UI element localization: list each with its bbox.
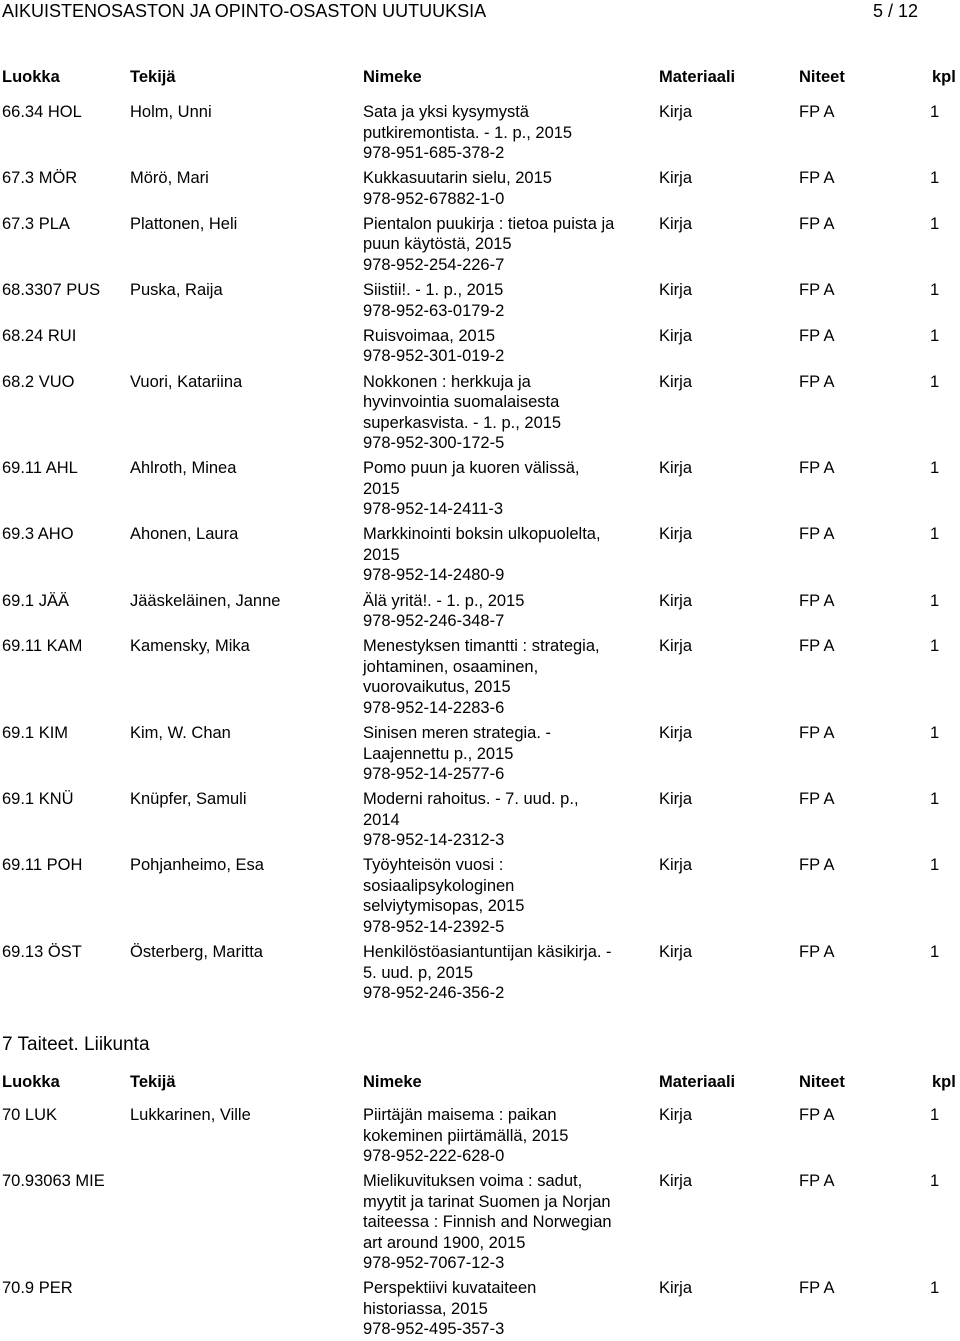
- entry-kpl: 1: [930, 169, 940, 188]
- entry-kpl: 1: [930, 637, 940, 656]
- entry-luokka: 69.11 KAM: [2, 637, 83, 656]
- col-niteet: Niteet: [799, 1073, 845, 1091]
- entry-materiaali: Kirja: [659, 326, 693, 345]
- entry-nimeke: [363, 723, 648, 785]
- entry-tekija: Knüpfer, Samuli: [130, 790, 247, 809]
- entry-materiaali: Kirja: [659, 637, 693, 656]
- entry-nimeke: [363, 326, 648, 367]
- entry-luokka: 68.2 VUO: [2, 372, 75, 391]
- entry-tekija: Österberg, Maritta: [130, 943, 263, 962]
- entry-kpl: 1: [930, 281, 940, 300]
- entry-kpl: 1: [930, 591, 940, 610]
- entry-luokka: 69.1 KNÜ: [2, 790, 74, 809]
- entry-materiaali: Kirja: [659, 1106, 693, 1124]
- entry-materiaali: Kirja: [659, 214, 693, 233]
- entry-tekija: Jääskeläinen, Janne: [130, 591, 281, 610]
- entry-nimeke: [363, 280, 648, 321]
- entry-materiaali: Kirja: [659, 525, 693, 544]
- entry-niteet: FP A: [799, 103, 835, 121]
- entry-tekija: Pohjanheimo, Esa: [130, 856, 264, 875]
- entry-tekija: Ahlroth, Minea: [130, 459, 237, 478]
- nimeke-line: superkasvista. - 1. p., 2015: [363, 413, 562, 432]
- nimeke-line: 2014: [363, 810, 400, 829]
- entry-nimeke: [363, 1278, 648, 1340]
- entry-materiaali: Kirja: [659, 372, 693, 391]
- nimeke-line: 978-952-14-2312-3: [363, 831, 505, 850]
- nimeke-line: 5. uud. p, 2015: [363, 963, 474, 982]
- entry-materiaali: Kirja: [659, 1172, 693, 1191]
- entry-materiaali: Kirja: [659, 943, 693, 962]
- entry-niteet: FP A: [799, 326, 835, 345]
- nimeke-line: historiassa, 2015: [363, 1299, 488, 1318]
- column-header-row: [0, 67, 960, 89]
- col-niteet: Niteet: [799, 68, 845, 86]
- column-header-row-2: [0, 1072, 960, 1094]
- nimeke-line: Menestyksen timantti : strategia,: [363, 637, 600, 656]
- entry-luokka: 69.1 JÄÄ: [2, 591, 69, 610]
- entry-niteet: FP A: [799, 169, 835, 188]
- nimeke-line: Sata ja yksi kysymystä: [363, 103, 529, 121]
- entry-nimeke: [363, 1105, 648, 1167]
- col-tekija: Tekijä: [130, 1073, 176, 1091]
- entry-niteet: FP A: [799, 1172, 835, 1191]
- entry-luokka: 69.1 KIM: [2, 724, 69, 742]
- nimeke-line: Ruisvoimaa, 2015: [363, 326, 496, 345]
- entry-kpl: 1: [930, 1106, 940, 1124]
- col-nimeke: Nimeke: [363, 68, 422, 86]
- col-luokka: Luokka: [2, 68, 60, 86]
- nimeke-line: myytit ja tarinat Suomen ja Norjan: [363, 1192, 611, 1211]
- entry-tekija: Lukkarinen, Ville: [130, 1106, 251, 1124]
- entry-nimeke: [363, 789, 648, 851]
- nimeke-line: Nokkonen : herkkuja ja: [363, 372, 531, 391]
- entry-tekija: Plattonen, Heli: [130, 214, 238, 233]
- entry-materiaali: Kirja: [659, 591, 693, 610]
- nimeke-line: 978-952-495-357-3: [363, 1320, 505, 1339]
- col-materiaali: Materiaali: [659, 1073, 736, 1091]
- entry-luokka: 70 LUK: [2, 1106, 58, 1124]
- entry-niteet: FP A: [799, 372, 835, 391]
- entry-kpl: 1: [930, 525, 940, 544]
- entry-niteet: FP A: [799, 281, 835, 300]
- nimeke-line: taiteessa : Finnish and Norwegian: [363, 1213, 612, 1232]
- entry-tekija: Puska, Raija: [130, 281, 223, 300]
- entry-materiaali: Kirja: [659, 790, 693, 809]
- nimeke-line: Työyhteisön vuosi :: [363, 856, 504, 875]
- entry-niteet: FP A: [799, 943, 835, 962]
- entry-niteet: FP A: [799, 1279, 835, 1298]
- nimeke-line: 978-952-63-0179-2: [363, 301, 505, 320]
- entry-kpl: 1: [930, 214, 940, 233]
- nimeke-line: hyvinvointia suomalaisesta: [363, 393, 560, 411]
- nimeke-line: art around 1900, 2015: [363, 1233, 526, 1252]
- nimeke-line: 978-952-300-172-5: [363, 434, 505, 452]
- entry-materiaali: Kirja: [659, 459, 693, 478]
- entry-kpl: 1: [930, 103, 940, 121]
- entry-niteet: FP A: [799, 214, 835, 233]
- entry-luokka: 67.3 MÖR: [2, 169, 78, 188]
- nimeke-line: 978-952-14-2392-5: [363, 917, 505, 936]
- entry-luokka: 68.24 RUI: [2, 326, 77, 345]
- entry-nimeke: [363, 214, 648, 276]
- entry-nimeke: [363, 524, 648, 586]
- entry-nimeke: [363, 855, 648, 937]
- entry-tekija: Ahonen, Laura: [130, 525, 239, 544]
- entry-luokka: 69.13 ÖST: [2, 943, 82, 962]
- nimeke-line: 978-952-14-2480-9: [363, 566, 505, 585]
- nimeke-line: putkiremontista. - 1. p., 2015: [363, 123, 573, 142]
- entry-luokka: 67.3 PLA: [2, 214, 70, 233]
- entry-luokka: 68.3307 PUS: [2, 281, 101, 300]
- entry-materiaali: Kirja: [659, 724, 693, 742]
- nimeke-line: 978-952-246-356-2: [363, 984, 505, 1003]
- nimeke-line: Mielikuvituksen voima : sadut,: [363, 1172, 583, 1191]
- entry-niteet: FP A: [799, 1106, 835, 1124]
- col-kpl: kpl: [932, 1073, 956, 1091]
- entry-luokka: 70.9 PER: [2, 1279, 73, 1298]
- entry-niteet: FP A: [799, 724, 835, 742]
- nimeke-line: Perspektiivi kuvataiteen: [363, 1279, 537, 1298]
- entry-tekija: Mörö, Mari: [130, 169, 209, 188]
- nimeke-line: 978-952-14-2577-6: [363, 765, 505, 783]
- nimeke-line: Älä yritä!. - 1. p., 2015: [363, 591, 525, 610]
- entry-kpl: 1: [930, 1172, 940, 1191]
- nimeke-line: selviytymisopas, 2015: [363, 897, 525, 916]
- nimeke-line: 978-952-7067-12-3: [363, 1254, 505, 1273]
- section-title: 7 Taiteet. Liikunta: [2, 1034, 150, 1055]
- nimeke-line: Pientalon puukirja : tietoa puista ja: [363, 214, 615, 233]
- nimeke-line: Henkilöstöasiantuntijan käsikirja. -: [363, 943, 612, 962]
- nimeke-line: 2015: [363, 545, 400, 564]
- entry-nimeke: [363, 591, 648, 632]
- page-title: AIKUISTENOSASTON JA OPINTO-OSASTON UUTUUKSIA: [2, 1, 487, 21]
- page-header: [0, 0, 960, 24]
- entry-kpl: 1: [930, 943, 940, 962]
- nimeke-line: 2015: [363, 479, 400, 498]
- entry-nimeke: [363, 102, 648, 164]
- entry-materiaali: Kirja: [659, 103, 693, 121]
- nimeke-line: vuorovaikutus, 2015: [363, 678, 511, 697]
- entry-niteet: FP A: [799, 856, 835, 875]
- entry-kpl: 1: [930, 790, 940, 809]
- entry-nimeke: [363, 1171, 648, 1274]
- entry-luokka: 69.11 AHL: [2, 459, 78, 478]
- nimeke-line: Siistii!. - 1. p., 2015: [363, 281, 504, 300]
- entry-tekija: Kamensky, Mika: [130, 637, 250, 656]
- entry-nimeke: [363, 458, 648, 520]
- entry-nimeke: [363, 168, 648, 209]
- entry-tekija: Holm, Unni: [130, 103, 212, 121]
- nimeke-line: 978-952-67882-1-0: [363, 189, 505, 208]
- entry-niteet: FP A: [799, 790, 835, 809]
- nimeke-line: Piirtäjän maisema : paikan: [363, 1106, 557, 1124]
- nimeke-line: Sinisen meren strategia. -: [363, 724, 552, 742]
- col-materiaali: Materiaali: [659, 68, 736, 86]
- entry-nimeke: [363, 636, 648, 718]
- nimeke-line: johtaminen, osaaminen,: [363, 657, 539, 676]
- nimeke-line: Laajennettu p., 2015: [363, 744, 514, 763]
- entry-tekija: Vuori, Katariina: [130, 372, 243, 391]
- nimeke-line: Markkinointi boksin ulkopuolelta,: [363, 525, 601, 544]
- nimeke-line: Moderni rahoitus. - 7. uud. p.,: [363, 790, 579, 809]
- page-number: 5 / 12: [872, 1, 918, 21]
- nimeke-line: 978-952-14-2411-3: [363, 500, 504, 519]
- entry-luokka: 69.3 AHO: [2, 525, 74, 544]
- nimeke-line: kokeminen piirtämällä, 2015: [363, 1126, 569, 1145]
- nimeke-line: 978-952-14-2283-6: [363, 698, 505, 717]
- entry-tekija: Kim, W. Chan: [130, 724, 231, 742]
- entry-kpl: 1: [930, 724, 940, 742]
- entry-materiaali: Kirja: [659, 856, 693, 875]
- nimeke-line: puun käytöstä, 2015: [363, 235, 512, 254]
- entry-luokka: 70.93063 MIE: [2, 1172, 105, 1191]
- nimeke-line: Kukkasuutarin sielu, 2015: [363, 169, 552, 188]
- nimeke-line: 978-952-301-019-2: [363, 347, 505, 366]
- entry-niteet: FP A: [799, 525, 835, 544]
- nimeke-line: 978-951-685-378-2: [363, 144, 505, 162]
- entry-niteet: FP A: [799, 637, 835, 656]
- entry-luokka: 66.34 HOL: [2, 103, 82, 121]
- entry-luokka: 69.11 POH: [2, 856, 83, 875]
- entry-kpl: 1: [930, 1279, 940, 1298]
- entry-materiaali: Kirja: [659, 169, 693, 188]
- entry-materiaali: Kirja: [659, 1279, 693, 1298]
- entry-nimeke: [363, 942, 648, 1004]
- entry-niteet: FP A: [799, 459, 835, 478]
- nimeke-line: sosiaalipsykologinen: [363, 876, 515, 895]
- nimeke-line: 978-952-246-348-7: [363, 612, 505, 631]
- col-nimeke: Nimeke: [363, 1073, 422, 1091]
- nimeke-line: Pomo puun ja kuoren välissä,: [363, 459, 580, 478]
- entry-nimeke: [363, 372, 648, 454]
- entry-kpl: 1: [930, 326, 940, 345]
- col-kpl: kpl: [932, 68, 956, 86]
- col-tekija: Tekijä: [130, 68, 176, 86]
- entry-materiaali: Kirja: [659, 281, 693, 300]
- entry-niteet: FP A: [799, 591, 835, 610]
- entry-kpl: 1: [930, 372, 940, 391]
- entry-kpl: 1: [930, 459, 940, 478]
- nimeke-line: 978-952-222-628-0: [363, 1147, 505, 1165]
- col-luokka: Luokka: [2, 1073, 60, 1091]
- entry-kpl: 1: [930, 856, 940, 875]
- nimeke-line: 978-952-254-226-7: [363, 255, 505, 274]
